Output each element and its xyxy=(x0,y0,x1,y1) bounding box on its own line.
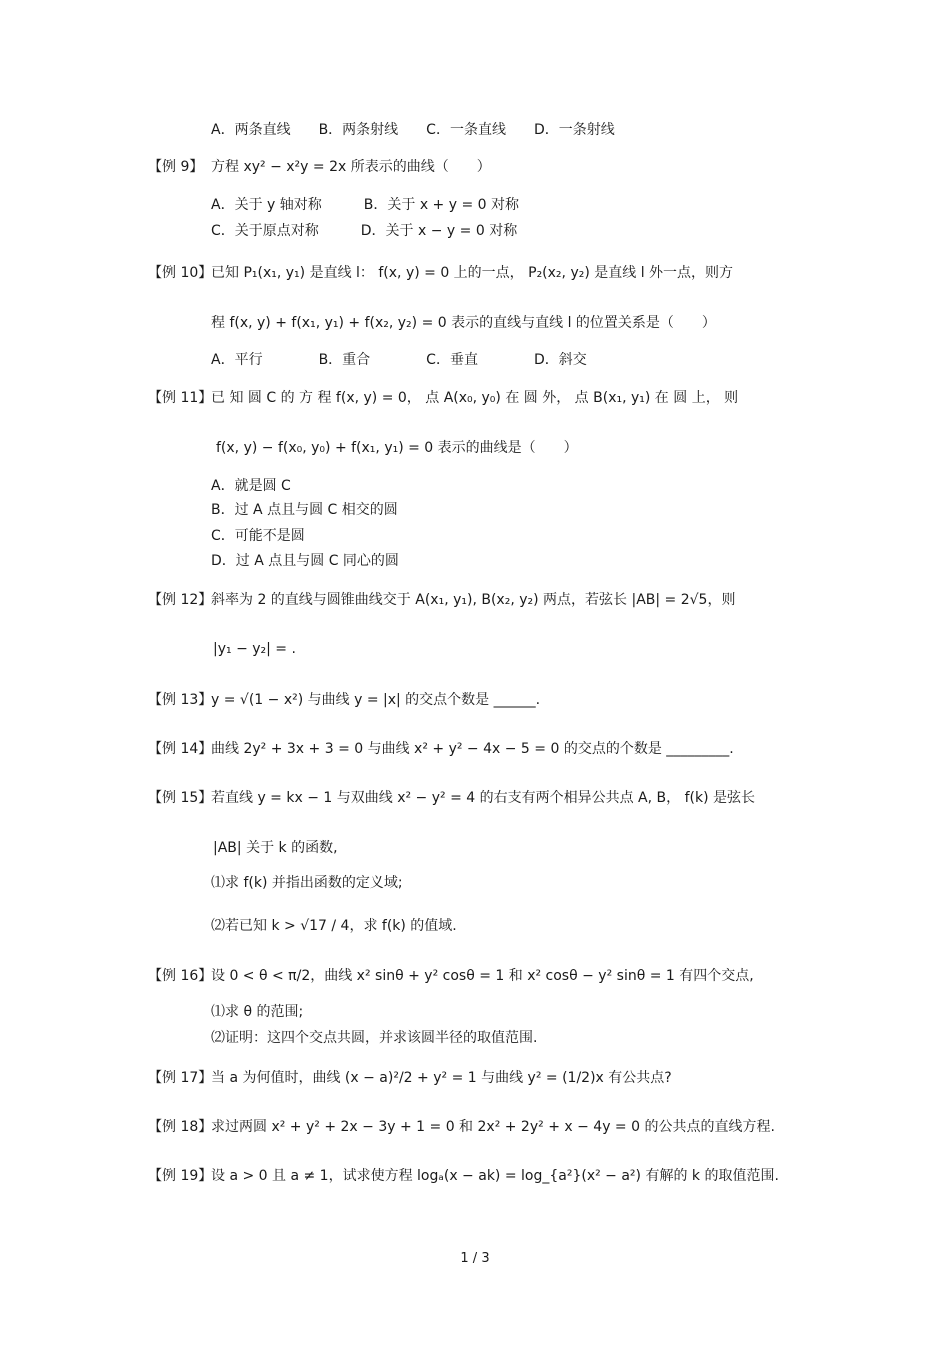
example-18-label: 【例 18】 xyxy=(148,1119,213,1135)
example-12-question: 斜率为 2 的直线与圆锥曲线交于 A(x₁, y₁), B(x₂, y₂) 两点，若弦长 |AB| = 2√5，则 xyxy=(211,592,736,608)
example-12-label: 【例 12】 xyxy=(148,592,213,608)
ex11-option-d: D．过 A 点且与圆 C 同心的圆 xyxy=(211,553,399,569)
example-13-label: 【例 13】 xyxy=(148,692,213,708)
page-number: 1 / 3 xyxy=(460,1251,490,1266)
example-19-label: 【例 19】 xyxy=(148,1168,213,1184)
ex10-options: A．平行 B．重合 C．垂直 D．斜交 xyxy=(211,352,587,368)
example-12-question-cont: |y₁ − y₂| = . xyxy=(213,641,296,657)
ex16-part-2: ⑵证明：这四个交点共圆，并求该圆半径的取值范围. xyxy=(211,1030,538,1046)
example-15-question-cont: |AB| 关于 k 的函数, xyxy=(213,840,338,856)
example-13-question: y = √(1 − x²) 与曲线 y = |x| 的交点个数是 ______. xyxy=(211,692,541,708)
example-18-question: 求过两圆 x² + y² + 2x − 3y + 1 = 0 和 2x² + 2y² + x − 4y = 0 的公共点的直线方程. xyxy=(211,1119,775,1135)
ex15-part-1: ⑴求 f(k) 并指出函数的定义域; xyxy=(211,875,403,891)
example-14-label: 【例 14】 xyxy=(148,741,213,757)
ex9-options-cd: C．关于原点对称 D．关于 x − y = 0 对称 xyxy=(211,223,518,239)
ex16-part-1: ⑴求 θ 的范围; xyxy=(211,1004,304,1020)
ex11-option-b: B．过 A 点且与圆 C 相交的圆 xyxy=(211,502,398,518)
example-9-question: 方程 xy² − x²y = 2x 所表示的曲线（ ） xyxy=(211,159,491,175)
example-9-label: 【例 9】 xyxy=(148,159,204,175)
ex11-option-c: C．可能不是圆 xyxy=(211,528,305,544)
example-11-question-cont: f(x, y) − f(x₀, y₀) + f(x₁, y₁) = 0 表示的曲线是（ ） xyxy=(216,440,578,456)
ex15-part-2: ⑵若已知 k > √17 / 4，求 f(k) 的值域. xyxy=(211,918,457,934)
example-10-question: 已知 P₁(x₁, y₁) 是直线 l： f(x, y) = 0 上的一点， P₂(x₂, y₂) 是直线 l 外一点，则方 xyxy=(211,265,734,281)
example-17-label: 【例 17】 xyxy=(148,1070,213,1086)
example-10-label: 【例 10】 xyxy=(148,265,213,281)
example-16-question: 设 0 < θ < π/2，曲线 x² sinθ + y² cosθ = 1 和 x² cosθ − y² sinθ = 1 有四个交点, xyxy=(211,968,754,984)
example-19-question: 设 a > 0 且 a ≠ 1，试求使方程 logₐ(x − ak) = log_{a²}(x² − a²) 有解的 k 的取值范围. xyxy=(211,1168,779,1184)
example-16-label: 【例 16】 xyxy=(148,968,213,984)
example-15-question: 若直线 y = kx − 1 与双曲线 x² − y² = 4 的右支有两个相异公共点 A, B， f(k) 是弦长 xyxy=(211,790,756,806)
ex9-options-ab: A．关于 y 轴对称 B．关于 x + y = 0 对称 xyxy=(211,197,520,213)
example-17-question: 当 a 为何值时，曲线 (x − a)²/2 + y² = 1 与曲线 y² = (1/2)x 有公共点? xyxy=(211,1070,672,1086)
example-14-question: 曲线 2y² + 3x + 3 = 0 与曲线 x² + y² − 4x − 5 = 0 的交点的个数是 _________. xyxy=(211,741,734,757)
ex8-options: A．两条直线 B．两条射线 C．一条直线 D．一条射线 xyxy=(211,122,615,138)
ex11-option-a: A．就是圆 C xyxy=(211,478,291,494)
example-11-question: 已 知 圆 C 的 方 程 f(x, y) = 0， 点 A(x₀, y₀) 在 圆 外， 点 B(x₁, y₁) 在 圆 上， 则 xyxy=(211,390,739,406)
example-15-label: 【例 15】 xyxy=(148,790,213,806)
example-11-label: 【例 11】 xyxy=(148,390,213,406)
example-10-question-cont: 程 f(x, y) + f(x₁, y₁) + f(x₂, y₂) = 0 表示的直线与直线 l 的位置关系是（ ） xyxy=(211,315,716,331)
